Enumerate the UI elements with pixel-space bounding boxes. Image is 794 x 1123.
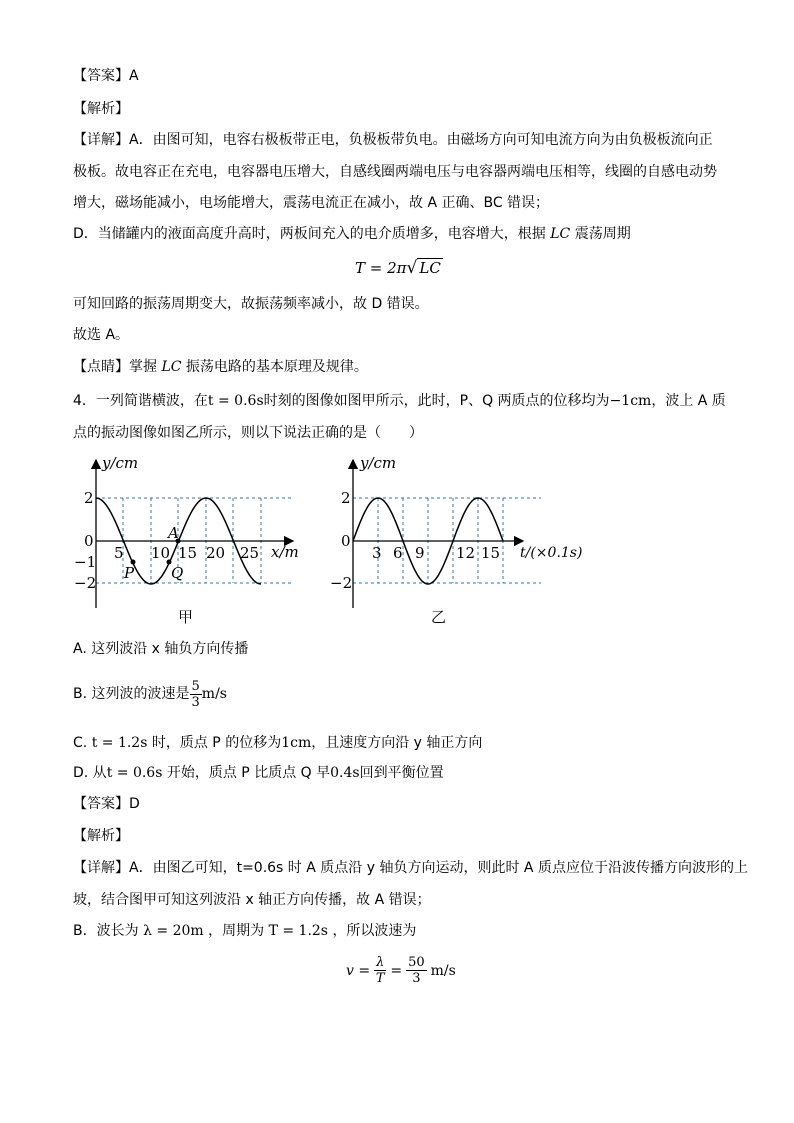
q3-detail-line3: 增大，磁场能减小，电场能增大，震荡电流正在减小，故 A 正确、BC 错误； bbox=[73, 195, 550, 211]
caption-jia: 甲 bbox=[178, 608, 194, 626]
q3-detail-line6: 故选 A。 bbox=[73, 327, 130, 343]
ytick-minus1: −1 bbox=[74, 553, 97, 571]
axis-label-y-jia: y/cm bbox=[102, 454, 139, 472]
xtick-yi-6: 6 bbox=[393, 544, 403, 562]
option-c: C. t = 1.2s 时，质点 P 的位移为1cm，且速度方向沿 y 轴正方向 bbox=[73, 735, 483, 751]
xtick-yi-15: 15 bbox=[481, 544, 501, 562]
q3-detail-line4: D．当储罐内的液面高度升高时，两板间充入的电介质增多，电容增大，根据 LC 震荡周期 bbox=[73, 226, 631, 242]
axis-label-y-yi: y/cm bbox=[360, 454, 397, 472]
xtick-15: 15 bbox=[178, 544, 198, 562]
xtick-yi-12: 12 bbox=[456, 544, 476, 562]
ytick-0: 0 bbox=[84, 532, 94, 550]
ytick-minus2: −2 bbox=[74, 574, 97, 592]
q4-stem-line1: 4．一列简谐横波，在t = 0.6s时刻的图像如图甲所示，此时，P、Q 两质点的位移均为−1cm，波上 A 质 bbox=[73, 393, 726, 409]
q3-answer: 【答案】A bbox=[73, 68, 139, 84]
caption-yi: 乙 bbox=[431, 608, 447, 626]
period-formula: T = 2π√ LC bbox=[355, 258, 441, 278]
q3-comment: 【点睛】掌握 LC 振荡电路的基本原理及规律。 bbox=[73, 359, 368, 375]
q4-detail-line3: B．波长为 λ = 20m ，周期为 T = 1.2s ，所以波速为 bbox=[73, 923, 417, 939]
xtick-10: 10 bbox=[151, 544, 171, 562]
xtick-25: 25 bbox=[240, 544, 260, 562]
label-Q: Q bbox=[171, 564, 184, 582]
option-a: A. 这列波沿 x 轴负方向传播 bbox=[73, 641, 249, 657]
ytick-yi-2: 2 bbox=[341, 489, 351, 507]
q3-detail-line5: 可知回路的振荡周期变大，故振荡频率减小，故 D 错误。 bbox=[73, 296, 429, 312]
axis-label-x-yi: t/(×0.1s) bbox=[520, 545, 583, 561]
option-d: D. 从t = 0.6s 开始，质点 P 比质点 Q 早0.4s回到平衡位置 bbox=[73, 765, 444, 781]
q4-detail-line2: 坡，结合图甲可知这列波沿 x 轴正方向传播，故 A 错误； bbox=[73, 892, 431, 908]
xtick-20: 20 bbox=[206, 544, 226, 562]
label-P: P bbox=[124, 564, 135, 582]
q3-detail-line2: 极板。故电容正在充电，电容器电压增大，自感线圈两端电压与电容器两端电压相等，线圈的自感电动势 bbox=[73, 164, 717, 180]
xtick-yi-9: 9 bbox=[415, 544, 425, 562]
axis-label-x-jia: x/m bbox=[271, 543, 299, 561]
q4-stem-line2: 点的振动图像如图乙所示，则以下说法正确的是（ ） bbox=[73, 425, 423, 441]
ytick-yi-0: 0 bbox=[341, 532, 351, 550]
vibration-graph-yi bbox=[328, 448, 588, 628]
xtick-5: 5 bbox=[114, 544, 124, 562]
q4-answer: 【答案】D bbox=[73, 796, 140, 812]
xtick-yi-3: 3 bbox=[372, 544, 382, 562]
q3-analysis-label: 【解析】 bbox=[73, 101, 129, 117]
option-b: B. 这列波的波速是 $\frac{5}{3}$ m/s bbox=[73, 678, 227, 710]
wave-graph-jia bbox=[74, 448, 318, 628]
ytick-yi-minus2: −2 bbox=[330, 574, 353, 592]
q3-detail-line1: 【详解】A．由图可知，电容右极板带正电，负极板带负电。由磁场方向可知电流方向为由负极板流向正 bbox=[73, 132, 713, 148]
label-A: A bbox=[168, 524, 179, 542]
ytick-2: 2 bbox=[84, 489, 94, 507]
q4-analysis-label: 【解析】 bbox=[73, 828, 129, 844]
q4-detail-line1: 【详解】A．由图乙可知，t=0.6s 时 A 质点沿 y 轴负方向运动，则此时 A 质点应位于沿波传播方向波形的上 bbox=[73, 860, 748, 876]
velocity-formula: v = $\frac{\lambda}{T}$ = $\frac{50}{3}$ m/s bbox=[346, 955, 456, 986]
